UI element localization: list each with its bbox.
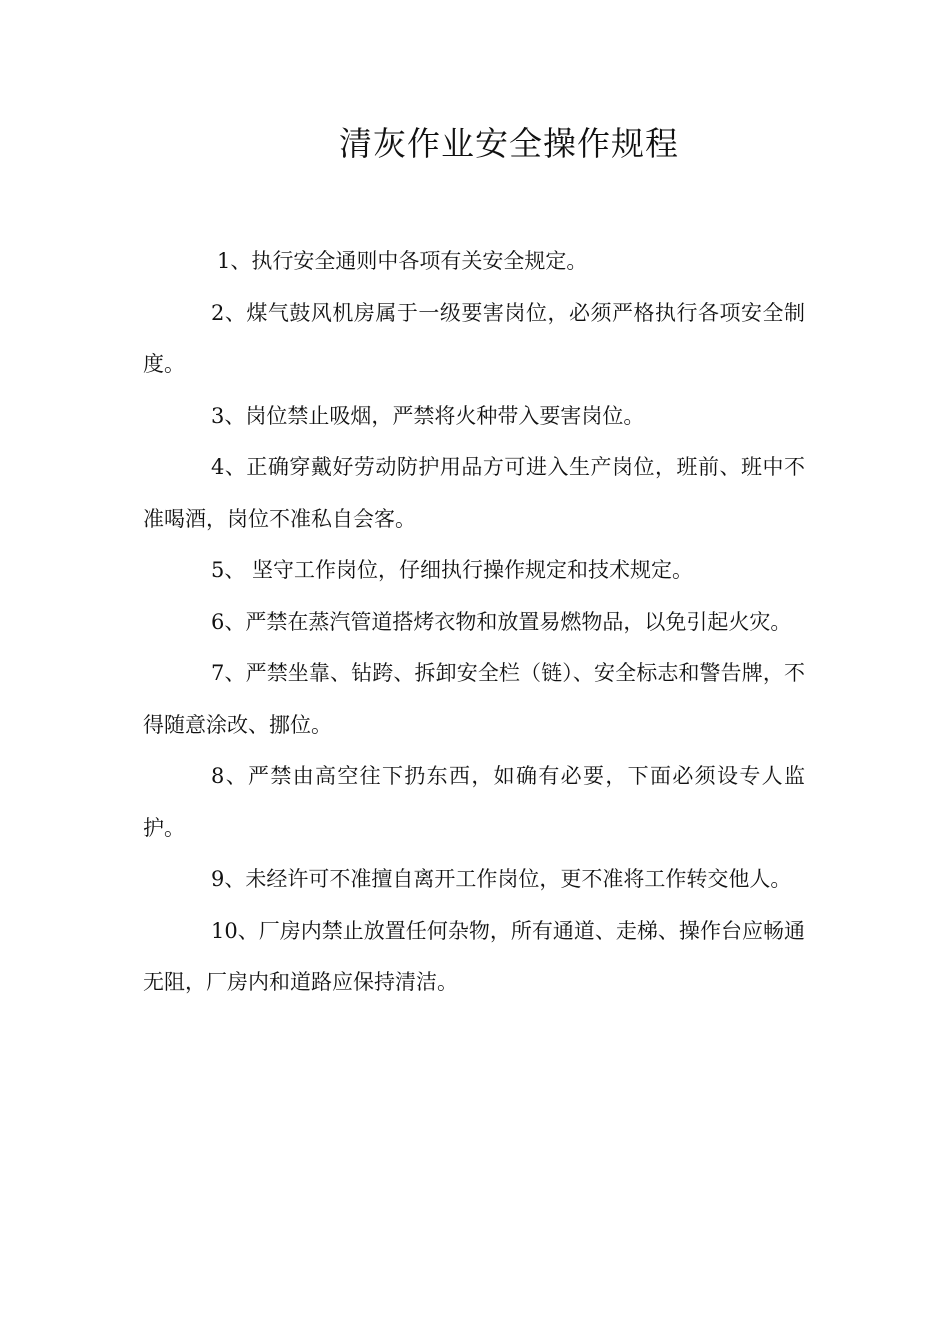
- rule-item-5: 5、 坚守工作岗位，仔细执行操作规定和技术规定。: [211, 558, 694, 582]
- rule-item-6: 6、严禁在蒸汽管道搭烤衣物和放置易燃物品，以免引起火灾。: [211, 609, 792, 634]
- rule-item-10: 10、厂房内禁止放置任何杂物，所有通道、走梯、操作台应畅通无阻，厂房内和道路应保持清洁。: [143, 918, 805, 994]
- rule-item-4: 4、正确穿戴好劳动防护用品方可进入生产岗位，班前、班中不准喝酒，岗位不准私自会客。: [143, 455, 805, 531]
- rule-item-1: 1、执行安全通则中各项有关安全规定。: [217, 249, 588, 273]
- rule-item-9: 9、未经许可不准擅自离开工作岗位，更不准将工作转交他人。: [211, 867, 792, 891]
- document-title: 清灰作业安全操作规程: [339, 124, 679, 163]
- rule-item-3: 3、岗位禁止吸烟，严禁将火种带入要害岗位。: [211, 403, 645, 428]
- rule-item-8: 8、严禁由高空往下扔东西，如确有必要，下面必须设专人监护。: [143, 764, 805, 840]
- rules-list: [143, 236, 805, 1009]
- rule-item-2: 2、煤气鼓风机房属于一级要害岗位，必须严格执行各项安全制度。: [143, 300, 805, 376]
- rule-item-7: 7、严禁坐靠、钻跨、拆卸安全栏（链）、安全标志和警告牌，不得随意涂改、挪位。: [143, 661, 805, 737]
